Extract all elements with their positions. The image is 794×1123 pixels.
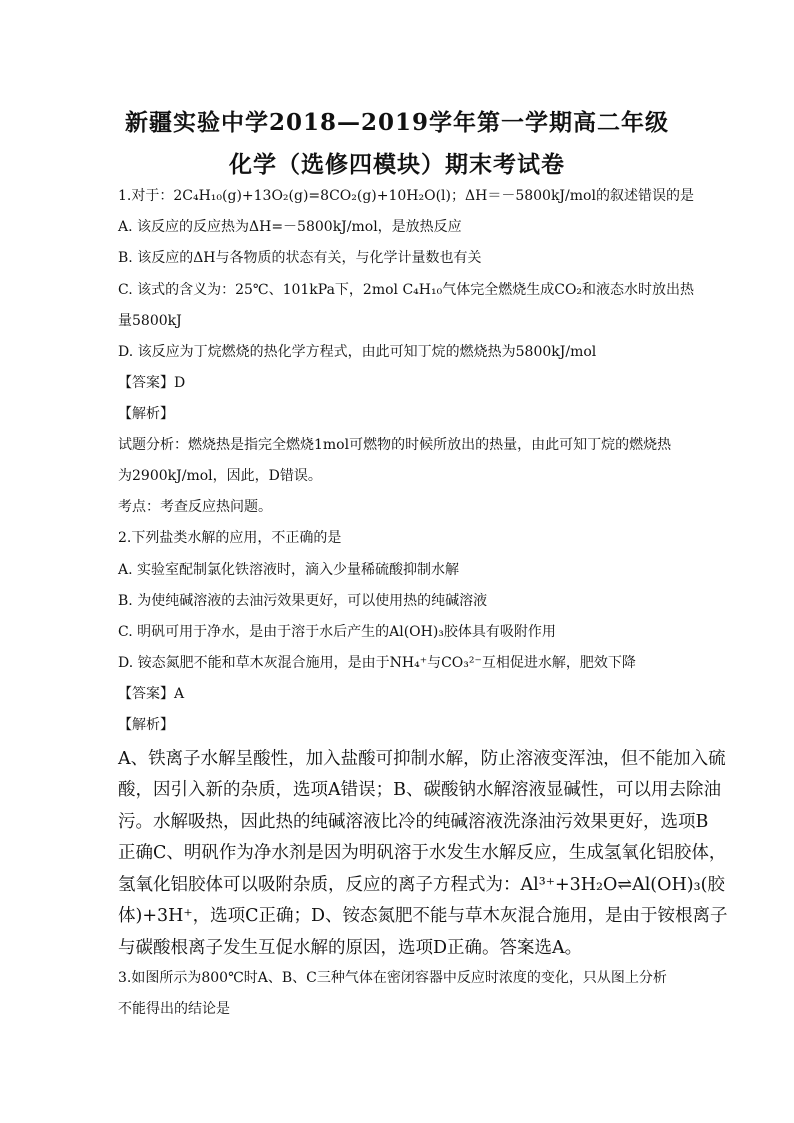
q2-analysis-line: 氢氧化铝胶体可以吸附杂质，反应的离子方程式为：Al³⁺+3H₂O⇌Al(OH)₃(胶 (118, 875, 725, 895)
q2-analysis-line: 正确C、明矾作为净水剂是因为明矾溶于水发生水解反应，生成氢氧化铝胶体， (118, 843, 727, 863)
q1-answer: 【答案】D (118, 375, 186, 391)
exam-title-line1: 新疆实验中学2018—2019学年第一学期高二年级 (124, 109, 670, 136)
q1-option-d: D. 该反应为丁烷燃烧的热化学方程式，由此可知丁烷的燃烧热为5800kJ/mol (118, 344, 597, 360)
q2-stem: 2.下列盐类水解的应用，不正确的是 (118, 530, 342, 546)
q2-analysis-line: 酸，因引入新的杂质，选项A错误；B、碳酸钠水解溶液显碱性，可以用去除油 (118, 780, 721, 800)
q2-analysis-line: A、铁离子水解呈酸性，加入盐酸可抑制水解，防止溶液变浑浊，但不能加入硫 (118, 749, 726, 769)
q2-option-c: C. 明矾可用于净水，是由于溶于水后产生的Al(OH)₃胶体具有吸附作用 (118, 624, 556, 640)
q1-stem: 1.对于：2C₄H₁₀(g)+13O₂(g)=8CO₂(g)+10H₂O(l)；ΔH＝－5800kJ/mol的叙述错误的是 (118, 188, 694, 204)
q2-analysis-line: 体)+3H⁺，选项C正确；D、铵态氮肥不能与草木灰混合施用，是由于铵根离子 (118, 906, 728, 926)
q1-option-c-line2: 量5800kJ (118, 313, 182, 329)
q2-option-a: A. 实验室配制氯化铁溶液时，滴入少量稀硫酸抑制水解 (118, 562, 460, 578)
q1-option-a: A. 该反应的反应热为ΔH=－5800kJ/mol，是放热反应 (118, 219, 462, 235)
q2-analysis-line: 污。水解吸热，因此热的纯碱溶液比冷的纯碱溶液洗涤油污效果更好，选项B (118, 812, 709, 832)
q1-analysis-line2: 为2900kJ/mol，因此，D错误。 (118, 468, 322, 484)
q1-analysis-line1: 试题分析：燃烧热是指完全燃烧1mol可燃物的时候所放出的热量，由此可知丁烷的燃烧热 (118, 437, 672, 453)
q1-option-c-line1: C. 该式的含义为：25℃、101kPa下，2mol C₄H₁₀气体完全燃烧生成CO₂和液态水时放出热 (118, 282, 695, 298)
q2-option-d: D. 铵态氮肥不能和草木灰混合施用，是由于NH₄⁺与CO₃²⁻互相促进水解，肥效下降 (118, 655, 636, 671)
exam-title-line2: 化学（选修四模块）期末考试卷 (229, 151, 565, 178)
q2-analysis-label: 【解析】 (118, 717, 174, 733)
q2-analysis-line: 与碳酸根离子发生互促水解的原因，选项D正确。答案选A。 (118, 938, 583, 958)
q1-analysis-label: 【解析】 (118, 406, 174, 422)
q2-answer: 【答案】A (118, 686, 185, 702)
q2-option-b: B. 为使纯碱溶液的去油污效果更好，可以使用热的纯碱溶液 (118, 593, 488, 609)
q1-knowledge-point: 考点：考查反应热问题。 (118, 499, 272, 515)
q3-stem-line2: 不能得出的结论是 (118, 1001, 230, 1017)
q3-stem-line1: 3.如图所示为800℃时A、B、C三种气体在密闭容器中反应时浓度的变化，只从图上分析 (118, 970, 667, 986)
q1-option-b: B. 该反应的ΔH与各物质的状态有关，与化学计量数也有关 (118, 250, 482, 266)
